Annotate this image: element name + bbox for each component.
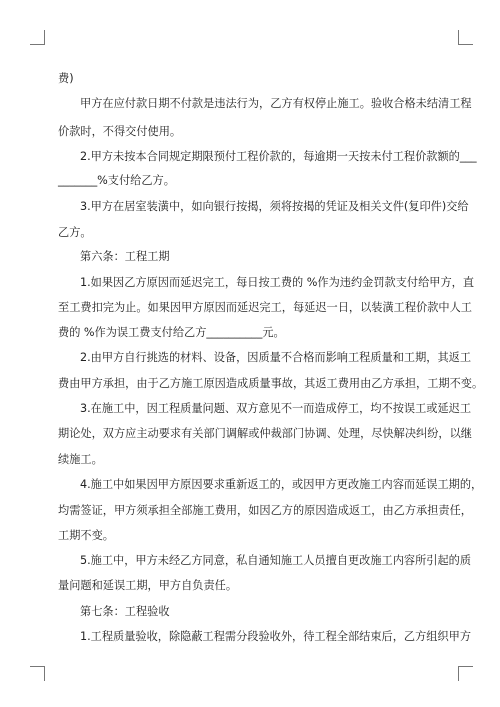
- corner-mark-bottom-left: [30, 666, 45, 681]
- corner-mark-top-left: [30, 30, 45, 45]
- text-line: 4.施工中如果因甲方原因要求重新返工的，或因甲方更改施工内容而延误工期的，: [80, 478, 483, 491]
- text-line: _______%支付给乙方。: [58, 174, 175, 187]
- text-line: 均需签证，甲方须承担全部施工费用，如因乙方的原因造成返工，由乙方承担责任，: [58, 504, 472, 517]
- text-line: 5.施工中，甲方未经乙方同意，私自通知施工人员擅自更改施工内容所引起的质: [80, 554, 472, 567]
- text-line: 价款时，不得交付使用。: [58, 125, 182, 138]
- text-line: 费): [58, 72, 74, 85]
- text-line: 乙方。: [58, 226, 92, 239]
- text-line: 工期不变。: [58, 529, 114, 542]
- text-line: 期论处，双方应主动要求有关部门调解或仲裁部门协调、处理，尽快解决纠纷，以继: [58, 427, 472, 440]
- text-line: 1.如果因乙方原因而延迟完工，每日按工费的 %作为违约金罚款支付给甲方，直: [80, 276, 475, 289]
- text-line: 量问题和延误工期，甲方自负责任。: [58, 579, 238, 592]
- corner-mark-bottom-right: [458, 666, 473, 681]
- text-line: 费由甲方承担，由于乙方施工原因造成质量事故，其返工费用由乙方承担，工期不变。: [58, 377, 484, 390]
- text-line: 费的 %作为误工费支付给乙方__________元。: [58, 326, 285, 339]
- text-line: 至工费扣完为止。如果因甲方原因而延迟完工，每延迟一日，以装潢工程价款中人工: [58, 301, 472, 314]
- section-heading: 第七条：工程验收: [80, 605, 170, 618]
- text-line: 甲方在应付款日期不付款是违法行为，乙方有权停止施工。验收合格未结清工程: [80, 97, 472, 110]
- corner-mark-top-right: [458, 30, 473, 45]
- section-heading: 第六条：工程工期: [80, 250, 170, 263]
- text-line: 续施工。: [58, 453, 103, 466]
- text-line: 1.工程质量验收，除隐蔽工程需分段验收外，待工程全部结束后，乙方组织甲方: [80, 630, 472, 643]
- text-line: 3.在施工中，因工程质量问题、双方意见不一而造成停工，均不按误工或延迟工: [80, 402, 472, 415]
- text-line: 2.甲方未按本合同规定期限预付工程价款的，每逾期一天按未付工程价款额的___: [80, 150, 477, 163]
- text-line: 3.甲方在居室装潢中，如向银行按揭，须将按揭的凭证及相关文件(复印件)交给: [80, 200, 469, 213]
- text-line: 2.由甲方自行挑选的材料、设备，因质量不合格而影响工程质量和工期，其返工: [80, 351, 472, 364]
